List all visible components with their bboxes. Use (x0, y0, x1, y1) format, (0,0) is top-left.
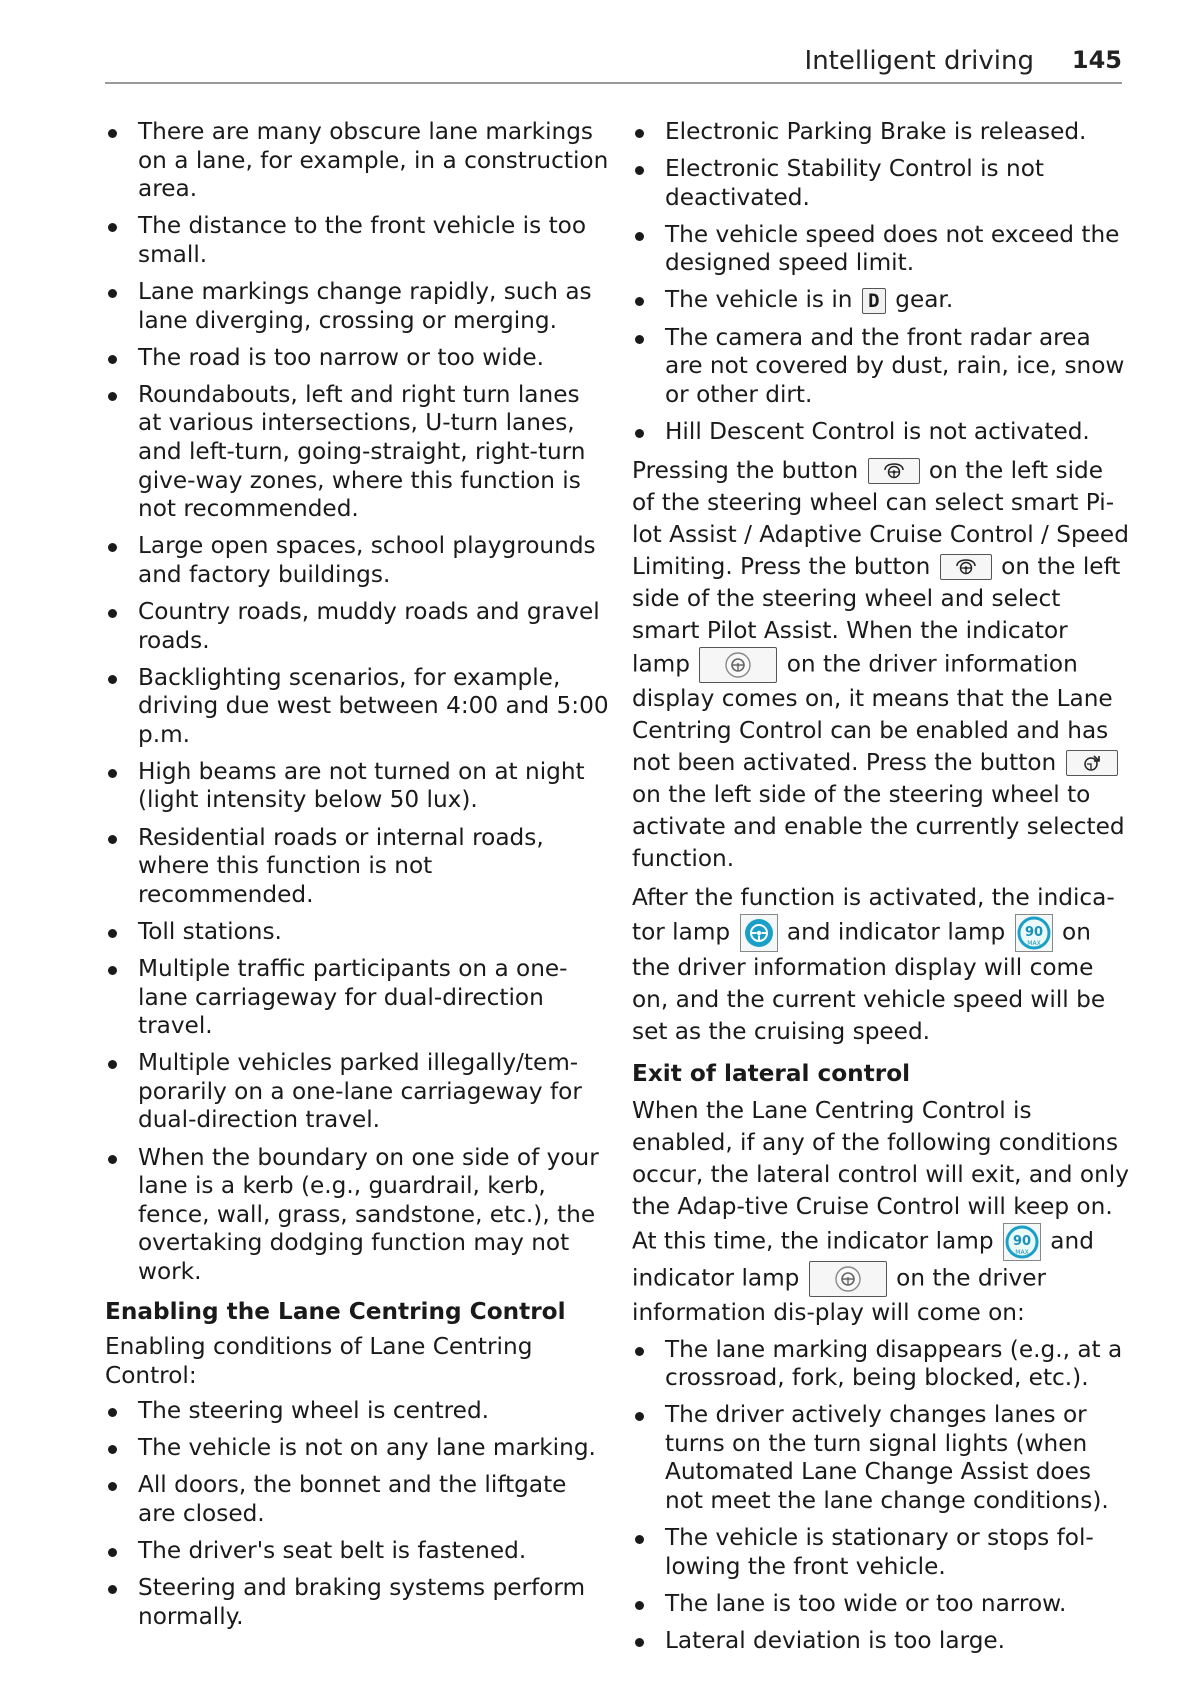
section-heading-enabling: Enabling the Lane Centring Control (105, 1298, 566, 1326)
lane-centring-standby-lamp-icon (699, 647, 777, 683)
list-item: The lane is too wide or too narrow. (632, 1590, 1132, 1619)
steering-wheel-select-button-icon (868, 458, 920, 484)
list-item: The camera and the front radar area are not covered by dust, rain, ice, snow or other dirt. (632, 324, 1132, 410)
list-item: All doors, the bonnet and the liftgate are closed. (105, 1471, 610, 1528)
enabling-intro: Enabling conditions of Lane Centring Control: (105, 1333, 533, 1389)
lane-centring-active-lamp-icon (740, 914, 778, 952)
restriction-list (105, 118, 610, 1286)
button-instructions: Pressing the button on the left side of the steering wheel can select smart Pi-lot Assist / Adaptive Cruise Control / Speed Limiting. Press the button on the left side of the steering wheel and select smart Pilot Assist. When the indicator lamp on the driver information display comes on, it means that the Lane Centring Control can be enabled and has not been activated. Press the button on the left side of the steering wheel to activate and enable the currently selected function. (632, 456, 1129, 872)
page-number: 145 (1071, 46, 1122, 74)
list-item: Country roads, muddy roads and gravel roads. (105, 598, 610, 655)
list-item: Backlighting scenarios, for example, driving due west between 4:00 and 5:00 p.m. (105, 664, 610, 750)
list-item: The lane marking disappears (e.g., at a crossroad, fork, being blocked, etc.). (632, 1336, 1132, 1393)
list-item: The steering wheel is centred. (105, 1397, 610, 1426)
enabling-conditions-list (105, 1397, 610, 1631)
list-item: Multiple vehicles parked illegally/tem-porarily on a one-lane carriageway for dual-direction travel. (105, 1049, 610, 1135)
exit-conditions-list (632, 1336, 1132, 1656)
section-heading-exit: Exit of lateral control (632, 1059, 911, 1087)
enabling-conditions-continued (632, 118, 1132, 446)
list-item (632, 286, 1132, 315)
list-item: The distance to the front vehicle is too small. (105, 212, 610, 269)
steering-wheel-select-button-icon (940, 554, 992, 580)
list-item: Large open spaces, school playgrounds and factory buildings. (105, 532, 610, 589)
right-column (632, 118, 1132, 1664)
activation-description: After the function is activated, the indica-tor lamp and indicator lamp 90 MAX on the driver information display will come on, and the current vehicle speed will be set as the cruising speed. (632, 883, 1115, 1045)
list-item: Steering and braking systems perform normally. (105, 1574, 610, 1631)
gear-text-before: The vehicle is in (665, 286, 853, 314)
svg-text:90: 90 (1012, 1233, 1031, 1249)
list-item: Hill Descent Control is not activated. (632, 418, 1132, 447)
list-item: The vehicle is stationary or stops fol-lowing the front vehicle. (632, 1524, 1132, 1581)
speed-limit-90-lamp-icon (1003, 1223, 1041, 1261)
page-header (105, 42, 1122, 84)
list-item: Lateral deviation is too large. (632, 1627, 1132, 1656)
speed-limit-90-lamp-icon (1015, 914, 1053, 952)
list-item: There are many obscure lane markings on a lane, for example, in a construction area. (105, 118, 610, 204)
svg-text:MAX: MAX (1015, 1248, 1029, 1256)
gear-d-icon: D (862, 288, 886, 314)
left-column (105, 118, 610, 1640)
svg-text:90: 90 (1024, 924, 1043, 940)
list-item: When the boundary on one side of your lane is a kerb (e.g., guardrail, kerb, fence, wall, grass, sandstone, etc.), the overtaking dodging function may not work. (105, 1144, 610, 1287)
list-item: Electronic Parking Brake is released. (632, 118, 1132, 147)
list-item: Multiple traffic participants on a one-lane carriageway for dual-direction travel. (105, 955, 610, 1041)
list-item: Toll stations. (105, 918, 610, 947)
svg-text:MAX: MAX (1026, 939, 1041, 947)
section-title: Intelligent driving (804, 46, 1034, 76)
list-item: The vehicle speed does not exceed the designed speed limit. (632, 221, 1132, 278)
lane-centring-standby-lamp-icon (809, 1261, 887, 1297)
exit-description: When the Lane Centring Control is enabled, if any of the following conditions occur, the lateral control will exit, and only the Adap-tive Cruise Control will keep on. At this time, the indicator lamp 90 MAX and indicator lamp on the driver information dis-play will come on: (632, 1096, 1129, 1326)
list-item: The driver's seat belt is fastened. (105, 1537, 610, 1566)
list-item: The road is too narrow or too wide. (105, 344, 610, 373)
steering-wheel-activate-button-icon (1066, 750, 1118, 776)
list-item: Roundabouts, left and right turn lanes at various intersections, U-turn lanes, and left-turn, going-straight, right-turn give-way zones, where this function is not recommended. (105, 381, 610, 524)
list-item: The driver actively changes lanes or turns on the turn signal lights (when Automated Lane Change Assist does not meet the lane change conditions). (632, 1401, 1132, 1515)
list-item: Lane markings change rapidly, such as lane diverging, crossing or merging. (105, 278, 610, 335)
gear-text-after: gear. (895, 286, 954, 314)
list-item: Residential roads or internal roads, where this function is not recommended. (105, 824, 610, 910)
list-item: High beams are not turned on at night (light intensity below 50 lux). (105, 758, 610, 815)
list-item: Electronic Stability Control is not deactivated. (632, 155, 1132, 212)
list-item: The vehicle is not on any lane marking. (105, 1434, 610, 1463)
